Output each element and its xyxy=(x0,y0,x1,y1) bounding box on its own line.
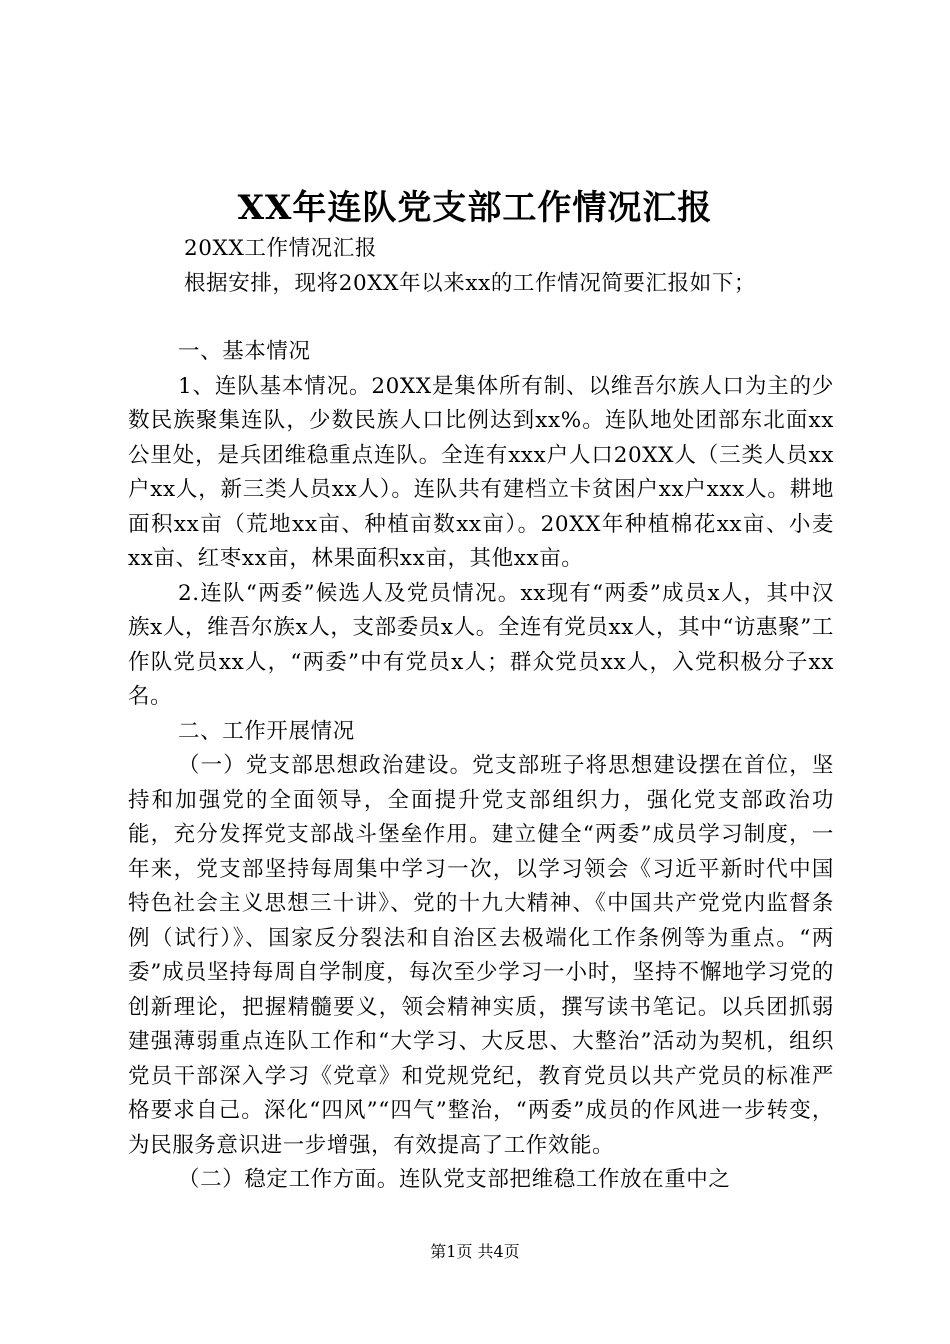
document-title: XX年连队党支部工作情况汇报 xyxy=(237,188,713,228)
paragraph-ideology: （一）党支部思想政治建设。党支部班子将思想建设摆在首位，坚持和加强党的全面领导，全面提升党支部组织力，强化党支部政治功能，充分发挥党支部战斗堡垒作用。建立健全“两委”成员学习制度，一年来，党支部坚持每周集中学习一次，以学习领会《习近平新时代中国特色社会主义思想三十讲》、党的十九大精神、《中国共产党党内监督条例（试行）》、国家反分裂法和自治区去极端化工作条例等为重点。“两委”成员坚持每周自学制度，每次至少学习一小时，坚持不懈地学习党的创新理论，把握精髓要义，领会精神实质，撰写读书笔记。以兵团抓弱建强薄弱重点连队工作和“大学习、大反思、大整治”活动为契机，组织党员干部深入学习《党章》和党规党纪，教育党员以共产党员的标准严格要求自己。深化“四风”“四气”整治，“两委”成员的作风进一步转变，为民服务意识进一步增强，有效提高了工作效能。 xyxy=(128,753,834,1158)
section-heading-basic: 一、基本情况 xyxy=(178,339,311,364)
page-number: 第1页 共4页 xyxy=(430,1242,520,1261)
paragraph-stability: （二）稳定工作方面。连队党支部把维稳工作放在重中之 xyxy=(178,1167,731,1192)
section-heading-work: 二、工作开展情况 xyxy=(178,718,355,744)
document-subtitle: 20XX工作情况汇报 xyxy=(184,236,377,261)
document-body xyxy=(128,232,834,1198)
paragraph-company-basics: 1、连队基本情况。20XX是集体所有制、以维吾尔族人口为主的少数民族聚集连队，少数民族人口比例达到xx%。连队地处团部东北面xx公里处，是兵团维稳重点连队。全连有xxx户人口20XX人（三类人员xx户xx人，新三类人员xx人）。连队共有建档立卡贫困户xx户xxx人。耕地面积xx亩（荒地xx亩、种植亩数xx亩）。20XX年种植棉花xx亩、小麦xx亩、红枣xx亩，林果面积xx亩，其他xx亩。 xyxy=(128,373,834,571)
intro-paragraph: 根据安排，现将20XX年以来xx的工作情况简要汇报如下； xyxy=(184,270,757,296)
paragraph-party-members: 2.连队“两委”候选人及党员情况。xx现有“两委”成员x人，其中汉族x人，维吾尔族x人，支部委员x人。全连有党员xx人，其中“访惠聚”工作队党员xx人，“两委”中有党员x人；群众党员xx人，入党积极分子xx名。 xyxy=(128,580,834,709)
spacer xyxy=(128,301,834,335)
